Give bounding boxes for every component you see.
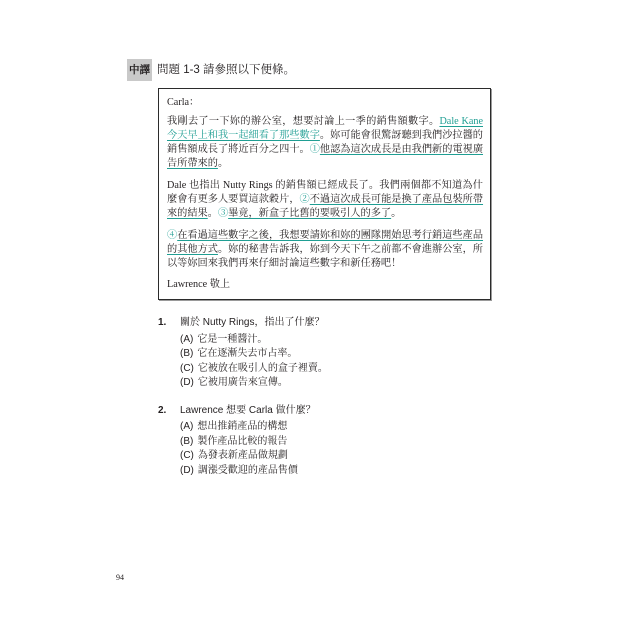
answer-option — [180, 449, 478, 464]
option-label: (B) — [180, 348, 194, 359]
highlighted-phrase: 今天早上和我一起細看了那些數字 — [167, 130, 320, 141]
memo-line — [167, 115, 483, 129]
underlined-clue: 不過這次成長可能是換了產品包裝所帶 — [309, 194, 484, 205]
answer-marker: ③ — [217, 208, 229, 219]
option-label: (B) — [180, 435, 194, 447]
option-label: (D) — [180, 377, 194, 388]
highlighted-phrase: Dale Kane — [439, 116, 484, 127]
option-label: (C) — [180, 450, 194, 461]
option-text: 它被放在吸引人的盒子裡賣。 — [197, 362, 328, 374]
memo-line — [167, 143, 483, 157]
question-list — [158, 316, 478, 491]
memo-paragraph — [167, 229, 483, 271]
memo-signoff: Lawrence 敬上 — [167, 279, 231, 290]
memo-line — [167, 193, 483, 207]
answer-marker: ④ — [167, 230, 178, 241]
memo-text: Dale 也指出 Nutty Rings 的銷售額已經成長了。我們兩個都不知道為什 — [167, 180, 483, 191]
option-label: (A) — [180, 333, 194, 345]
question-stem — [158, 316, 478, 331]
option-text: 想出推銷產品的構想 — [197, 421, 288, 432]
answer-marker: ② — [299, 194, 310, 205]
option-text: 為發表新產品做規劃 — [197, 450, 288, 461]
memo-text: 銷售額成長了將近百分之四十。 — [167, 144, 310, 155]
question-text: 關於 Nutty Rings，指出了什麼？ — [180, 317, 325, 328]
memo-line — [167, 229, 483, 243]
option-label: (A) — [180, 421, 194, 432]
memo-text: 以等妳回來我們再來仔細討論這些數字和新任務吧！ — [167, 258, 402, 269]
memo-text: 我剛去了一下妳的辦公室，想要討論上一季的銷售額數字。 — [167, 116, 440, 127]
question-stem — [158, 404, 478, 419]
underlined-clue: 來的結果 — [167, 208, 208, 219]
answer-option — [180, 376, 478, 391]
option-text: 製作產品比較的報告 — [197, 435, 288, 447]
memo-line — [167, 129, 483, 143]
memo-paragraph — [167, 115, 483, 171]
option-text: 調漲受歡迎的產品售價 — [197, 464, 298, 476]
memo-line — [167, 243, 483, 257]
translation-tag: 中譯 — [127, 59, 152, 81]
option-text: 它是一種醬汁。 — [197, 333, 268, 345]
memo-text: 。 — [391, 208, 402, 219]
memo-text: 。妳可能會很驚訝聽到我們沙拉醬的 — [319, 130, 483, 141]
page-number: 94 — [116, 573, 124, 582]
question-text: Lawrence 想要 Carla 做什麼？ — [180, 404, 316, 416]
option-list — [158, 333, 478, 391]
memo-line — [167, 157, 483, 171]
instruction-text: 問題 1-3 請參照以下便條。 — [157, 64, 296, 76]
memo-paragraph — [167, 179, 483, 221]
answer-option — [180, 333, 478, 348]
memo-line — [167, 257, 483, 271]
question — [158, 316, 478, 391]
answer-option — [180, 347, 478, 362]
memo-line — [167, 207, 483, 221]
memo-text: 。 — [217, 158, 229, 169]
underlined-clue: 他認為這次成長是由我們新的電視廣 — [319, 144, 484, 155]
question-number: 2. — [158, 404, 167, 416]
answer-option — [180, 464, 478, 479]
underlined-clue: 在看過這些數字之後，我想要請妳和妳的團隊開始思考行銷這些產品 — [177, 230, 484, 241]
underlined-clue: 的其他方式 — [167, 244, 218, 255]
memo-line — [167, 179, 483, 193]
memo-body — [167, 115, 483, 271]
memo-text: 。妳的秘書告訴我，妳到今天下午之前都不會進辦公室，所 — [217, 244, 483, 255]
underlined-clue: 告所帶來的 — [167, 158, 218, 169]
question-number: 1. — [158, 317, 167, 328]
underlined-clue: 畢竟，新盒子比舊的要吸引人的多了 — [228, 208, 392, 219]
answer-marker: ① — [309, 144, 320, 155]
memo-salutation: Carla： — [167, 97, 200, 108]
answer-option — [180, 362, 478, 377]
option-label: (C) — [180, 362, 194, 374]
option-text: 它被用廣告來宣傳。 — [197, 377, 288, 388]
question — [158, 404, 478, 479]
memo-text: 麼會有更多人要買這款穀片， — [167, 194, 300, 205]
memo-text: 。 — [207, 208, 218, 219]
answer-option — [180, 420, 478, 435]
option-list — [158, 420, 478, 478]
answer-option — [180, 435, 478, 450]
memo-box — [158, 88, 491, 300]
option-label: (D) — [180, 464, 194, 476]
option-text: 它在逐漸失去市占率。 — [197, 348, 298, 359]
